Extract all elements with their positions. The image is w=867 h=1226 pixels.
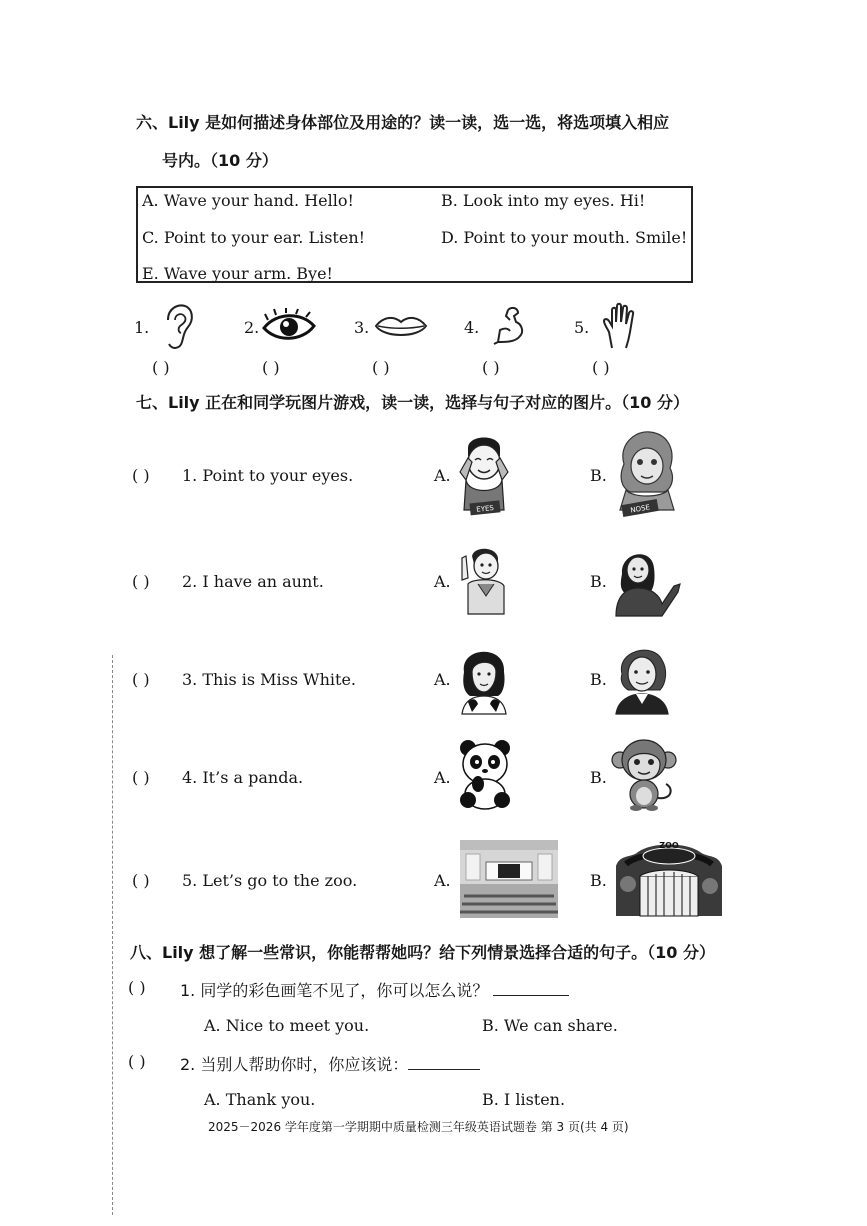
option-b-label: B. [590, 871, 607, 890]
option-d: D. Point to your mouth. Smile! [441, 228, 688, 247]
answer-paren-4[interactable]: ( ) [482, 358, 500, 377]
option-b-label: B. [590, 768, 607, 787]
question-text-content: 2. 当别人帮助你时，你应该说： [180, 1055, 409, 1074]
arm-icon [490, 304, 530, 352]
answer-paren-2[interactable]: ( ) [262, 358, 280, 377]
nose-sign: NOSE [629, 503, 651, 515]
hand-icon [602, 302, 638, 354]
classroom-image [460, 840, 558, 922]
option-a-label: A. [434, 466, 451, 485]
question-text [180, 978, 569, 1001]
question-text [180, 1052, 480, 1075]
option-c: C. Point to your ear. Listen! [142, 228, 366, 247]
mouth-icon [374, 314, 428, 344]
woman-pointing-image [612, 544, 686, 622]
eye-icon [262, 308, 316, 350]
question-text: 5. Let’s go to the zoo. [182, 871, 358, 890]
option-a: A. Nice to meet you. [204, 1016, 370, 1035]
question-text: 3. This is Miss White. [182, 670, 357, 689]
binding-line [112, 655, 113, 1215]
option-b: B. I listen. [482, 1090, 566, 1109]
girl-pointing-nose-image [612, 428, 682, 526]
section6-title-line1: 六、Lily 是如何描述身体部位及用途的？读一读，选一选，将选项填入相应 [136, 113, 670, 132]
answer-blank[interactable] [408, 1055, 480, 1070]
item-number: 5. [574, 318, 590, 337]
answer-paren[interactable]: ( ) [132, 768, 150, 787]
panda-image [456, 738, 514, 814]
option-b-label: B. [590, 572, 607, 591]
option-a-label: A. [434, 871, 451, 890]
answer-paren-1[interactable]: ( ) [152, 358, 170, 377]
section7-title: 七、Lily 正在和同学玩图片游戏，读一读，选择与句子对应的图片。（10 分） [136, 393, 690, 412]
answer-paren[interactable]: ( ) [132, 871, 150, 890]
answer-paren-3[interactable]: ( ) [372, 358, 390, 377]
section8-title: 八、Lily 想了解一些常识，你能帮帮她吗？给下列情景选择合适的句子。（10 分） [130, 943, 716, 962]
question-text-content: 1. 同学的彩色画笔不见了，你可以怎么说？ [180, 981, 489, 1000]
ear-icon [160, 302, 196, 356]
option-e: E. Wave your arm. Bye! [142, 264, 333, 283]
answer-paren[interactable]: ( ) [132, 670, 150, 689]
option-a-label: A. [434, 768, 451, 787]
option-a: A. Wave your hand. Hello! [142, 191, 354, 210]
option-b: B. We can share. [482, 1016, 618, 1035]
boy-pointing-eyes-image [456, 428, 512, 526]
item-number: 4. [464, 318, 480, 337]
answer-paren[interactable]: ( ) [128, 1052, 146, 1071]
options-box [136, 186, 693, 283]
zoo-gate-image [612, 836, 726, 922]
option-b: B. Look into my eyes. Hi! [441, 191, 646, 210]
answer-blank[interactable] [493, 981, 569, 996]
answer-paren[interactable]: ( ) [132, 572, 150, 591]
boy-pointing-image [456, 544, 506, 620]
answer-paren-5[interactable]: ( ) [592, 358, 610, 377]
item-number: 2. [244, 318, 260, 337]
monkey-image [612, 738, 676, 816]
question-text: 4. It’s a panda. [182, 768, 304, 787]
option-b-label: B. [590, 466, 607, 485]
page-footer: 2025－2026 学年度第一学期期中质量检测三年级英语试题卷 第 3 页(共 4 页) [208, 1120, 629, 1134]
zoo-sign: ZOO [659, 841, 679, 850]
option-a: A. Thank you. [204, 1090, 316, 1109]
option-b-label: B. [590, 670, 607, 689]
eyes-sign: EYES [475, 503, 495, 514]
section6-title-line2: 号内。（10 分） [162, 151, 278, 170]
item-number: 1. [134, 318, 150, 337]
answer-paren[interactable]: ( ) [128, 978, 146, 997]
girl-portrait-image [458, 642, 510, 718]
question-text: 2. I have an aunt. [182, 572, 324, 591]
option-a-label: A. [434, 572, 451, 591]
item-number: 3. [354, 318, 370, 337]
answer-paren[interactable]: ( ) [132, 466, 150, 485]
woman-portrait-image [614, 642, 670, 720]
question-text: 1. Point to your eyes. [182, 466, 354, 485]
option-a-label: A. [434, 670, 451, 689]
